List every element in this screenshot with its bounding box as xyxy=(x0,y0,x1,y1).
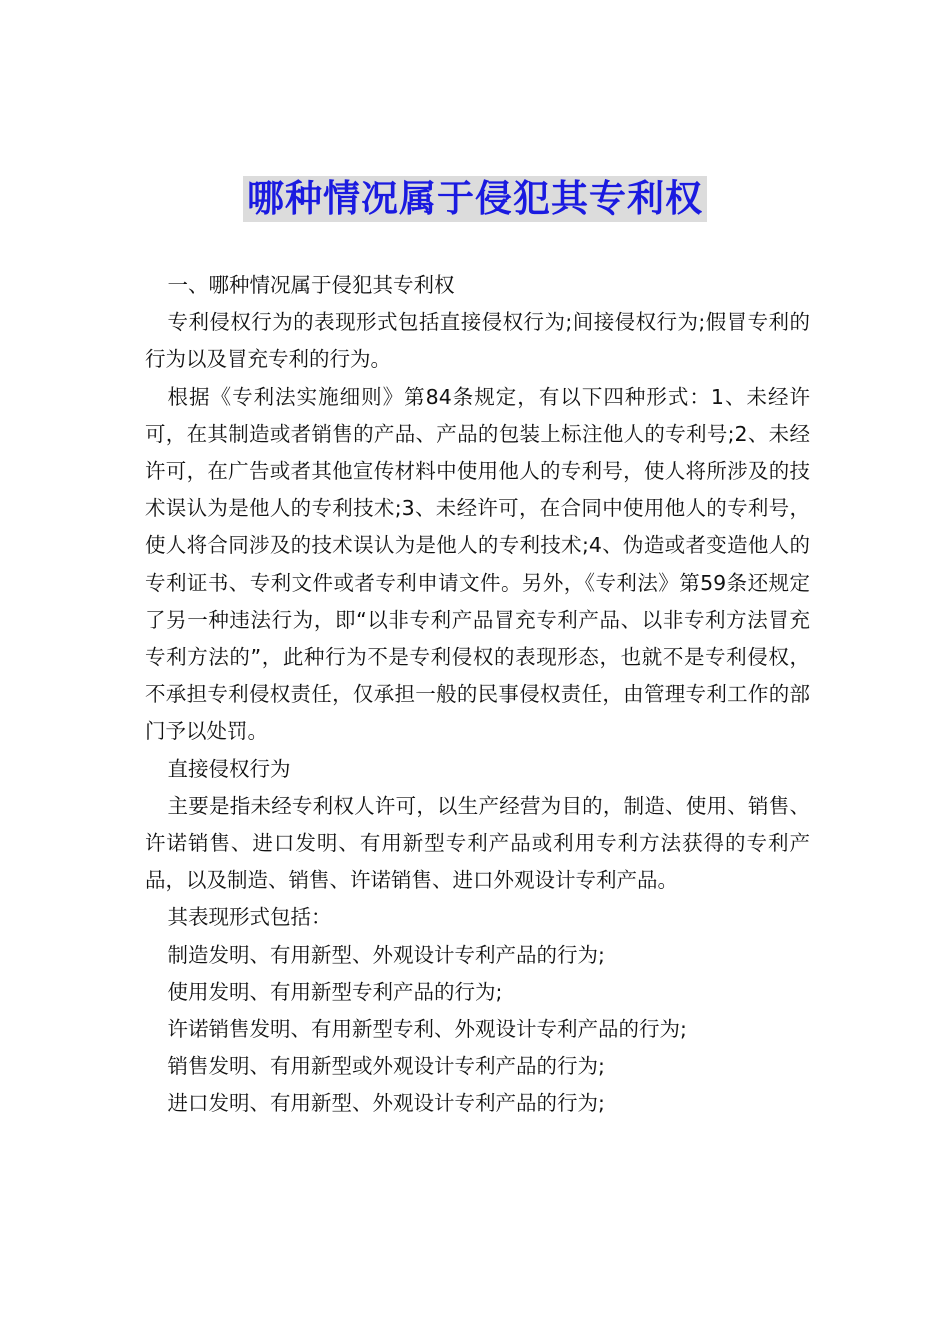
list-item: 销售发明、有用新型或外观设计专利产品的行为; xyxy=(167,1054,605,1079)
subheading: 直接侵权行为 xyxy=(167,756,291,781)
document-body xyxy=(145,267,810,1123)
paragraph: 主要是指未经专利权人许可，以生产经营为目的，制造、使用、销售、许诺销售、进口发明、有用新型专利产品或利用专利方法获得的专利产品，以及制造、销售、许诺销售、进口外观设计专利产品。 xyxy=(145,793,810,893)
list-item: 进口发明、有用新型、外观设计专利产品的行为; xyxy=(167,1091,605,1116)
section-heading: 一、哪种情况属于侵犯其专利权 xyxy=(167,273,455,297)
paragraph: 根据《专利法实施细则》第84条规定，有以下四种形式：1、未经许可，在其制造或者销售的产品、产品的包装上标注他人的专利号;2、未经许可，在广告或者其他宣传材料中使用他人的专利号，使人将所涉及的技术误认为是他人的专利技术;3、未经许可，在合同中使用他人的专利号，使人将合同涉及的技术误认为是他人的专利技术;4、伪造或者变造他人的专利证书、专利文件或者专利申请文件。另外，《专利法》第59条还规定了另一种违法行为，即“以非专利产品冒充专利产品、以非专利方法冒充专利方法的”，此种行为不是专利侵权的表现形态，也就不是专利侵权，不承担专利侵权责任，仅承担一般的民事侵权责任，由管理专利工作的部门予以处罚。 xyxy=(145,384,810,744)
paragraph: 专利侵权行为的表现形式包括直接侵权行为;间接侵权行为;假冒专利的行为以及冒充专利的行为。 xyxy=(145,310,810,372)
list-item: 使用发明、有用新型专利产品的行为; xyxy=(167,979,503,1004)
list-item: 许诺销售发明、有用新型专利、外观设计专利产品的行为; xyxy=(167,1017,687,1042)
list-intro: 其表现形式包括： xyxy=(167,905,332,930)
list-item: 制造发明、有用新型、外观设计专利产品的行为; xyxy=(167,942,605,967)
title-container xyxy=(0,176,950,222)
document-title: 哪种情况属于侵犯其专利权 xyxy=(243,176,707,222)
